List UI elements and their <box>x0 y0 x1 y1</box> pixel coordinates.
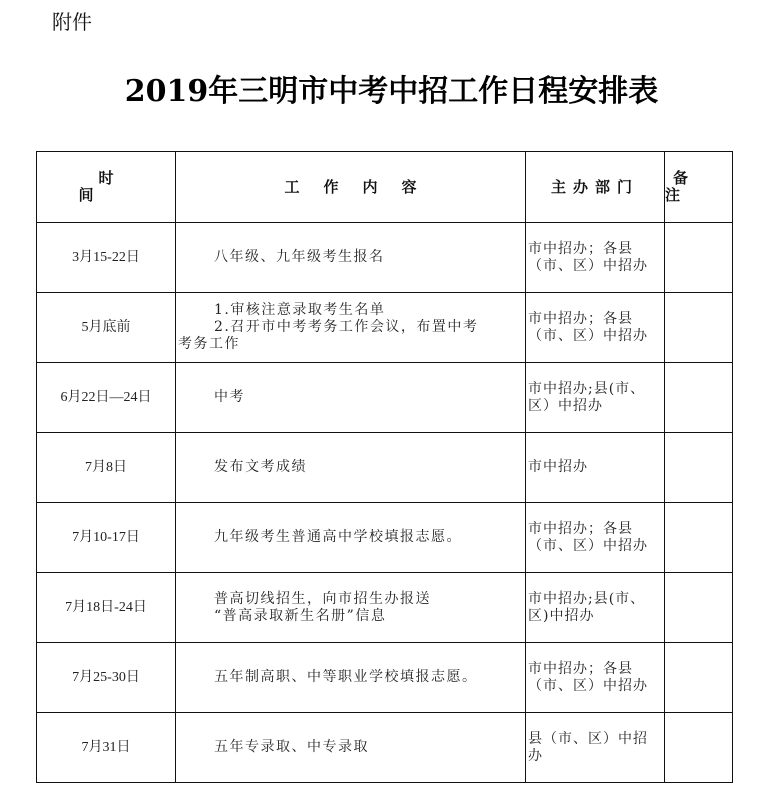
cell-note <box>665 713 733 783</box>
cell-department <box>526 643 665 713</box>
table-header-row <box>37 152 733 223</box>
work-line: “普高录取新生名册”信息 <box>214 607 387 624</box>
attachment-label: 附件 <box>52 10 92 34</box>
cell-time: 3月15-22日 <box>37 223 176 293</box>
work-line: 1.审核注意录取考生名单 <box>214 302 386 318</box>
work-line: 考务工作 <box>178 336 240 352</box>
cell-work <box>176 293 526 363</box>
cell-department <box>526 293 665 363</box>
schedule-table <box>36 151 733 783</box>
work-line: 普高切线招生，向市招生办报送 <box>214 590 431 607</box>
cell-time: 7月8日 <box>37 433 176 503</box>
dept-line: 市中招办；各县 <box>528 520 633 537</box>
cell-work <box>176 713 526 783</box>
header-work-content: 工作内容 <box>176 152 526 223</box>
cell-work <box>176 643 526 713</box>
header-department: 主办部门 <box>526 152 665 223</box>
dept-line: 县（市、区）中招 <box>528 730 648 747</box>
cell-note <box>665 433 733 503</box>
work-line: 2.召开市中考考务工作会议，布置中考 <box>214 319 479 335</box>
table-row <box>37 713 733 783</box>
cell-note <box>665 643 733 713</box>
table-row <box>37 573 733 643</box>
dept-line: 市中招办 <box>528 459 588 475</box>
cell-time: 7月18日-24日 <box>37 573 176 643</box>
cell-time: 7月25-30日 <box>37 643 176 713</box>
work-text: 九年级考生普通高中学校填报志愿。 <box>214 529 462 545</box>
work-text: 发布文考成绩 <box>214 459 307 475</box>
cell-department <box>526 223 665 293</box>
cell-note <box>665 503 733 573</box>
table-row <box>37 433 733 503</box>
dept-line: （市、区）中招办 <box>528 327 648 344</box>
work-text: 中考 <box>214 389 245 405</box>
cell-department <box>526 573 665 643</box>
table-row <box>37 363 733 433</box>
cell-work <box>176 573 526 643</box>
dept-line: 市中招办；各县 <box>528 660 633 677</box>
work-text: 五年制高职、中等职业学校填报志愿。 <box>214 669 478 685</box>
cell-note <box>665 573 733 643</box>
dept-line: （市、区）中招办 <box>528 677 648 694</box>
work-text: 八年级、九年级考生报名 <box>214 249 385 265</box>
dept-line: （市、区）中招办 <box>528 257 648 274</box>
cell-note <box>665 363 733 433</box>
dept-line: 市中招办；各县 <box>528 240 633 257</box>
dept-line: （市、区）中招办 <box>528 537 648 554</box>
cell-time: 7月31日 <box>37 713 176 783</box>
dept-line: 市中招办;县(市、 <box>528 590 646 607</box>
cell-note <box>665 223 733 293</box>
cell-work <box>176 363 526 433</box>
cell-department <box>526 503 665 573</box>
table-row <box>37 643 733 713</box>
dept-line: 市中招办；各县 <box>528 310 633 327</box>
dept-line: 区）中招办 <box>528 397 603 414</box>
table-row <box>37 293 733 363</box>
table-row <box>37 223 733 293</box>
cell-work <box>176 433 526 503</box>
dept-line: 办 <box>528 747 543 764</box>
header-time: 时间 <box>37 152 176 223</box>
cell-work <box>176 223 526 293</box>
cell-department <box>526 363 665 433</box>
cell-time: 7月10-17日 <box>37 503 176 573</box>
cell-time: 6月22日—24日 <box>37 363 176 433</box>
cell-note <box>665 293 733 363</box>
cell-work <box>176 503 526 573</box>
dept-line: 区)中招办 <box>528 607 595 624</box>
table-row <box>37 503 733 573</box>
work-text: 五年专录取、中专录取 <box>214 739 369 755</box>
page-title: 2019年三明市中考中招工作日程安排表 <box>124 74 659 109</box>
cell-department <box>526 713 665 783</box>
cell-time: 5月底前 <box>37 293 176 363</box>
cell-department <box>526 433 665 503</box>
header-notes: 备注 <box>665 152 733 223</box>
dept-line: 市中招办;县(市、 <box>528 380 646 397</box>
